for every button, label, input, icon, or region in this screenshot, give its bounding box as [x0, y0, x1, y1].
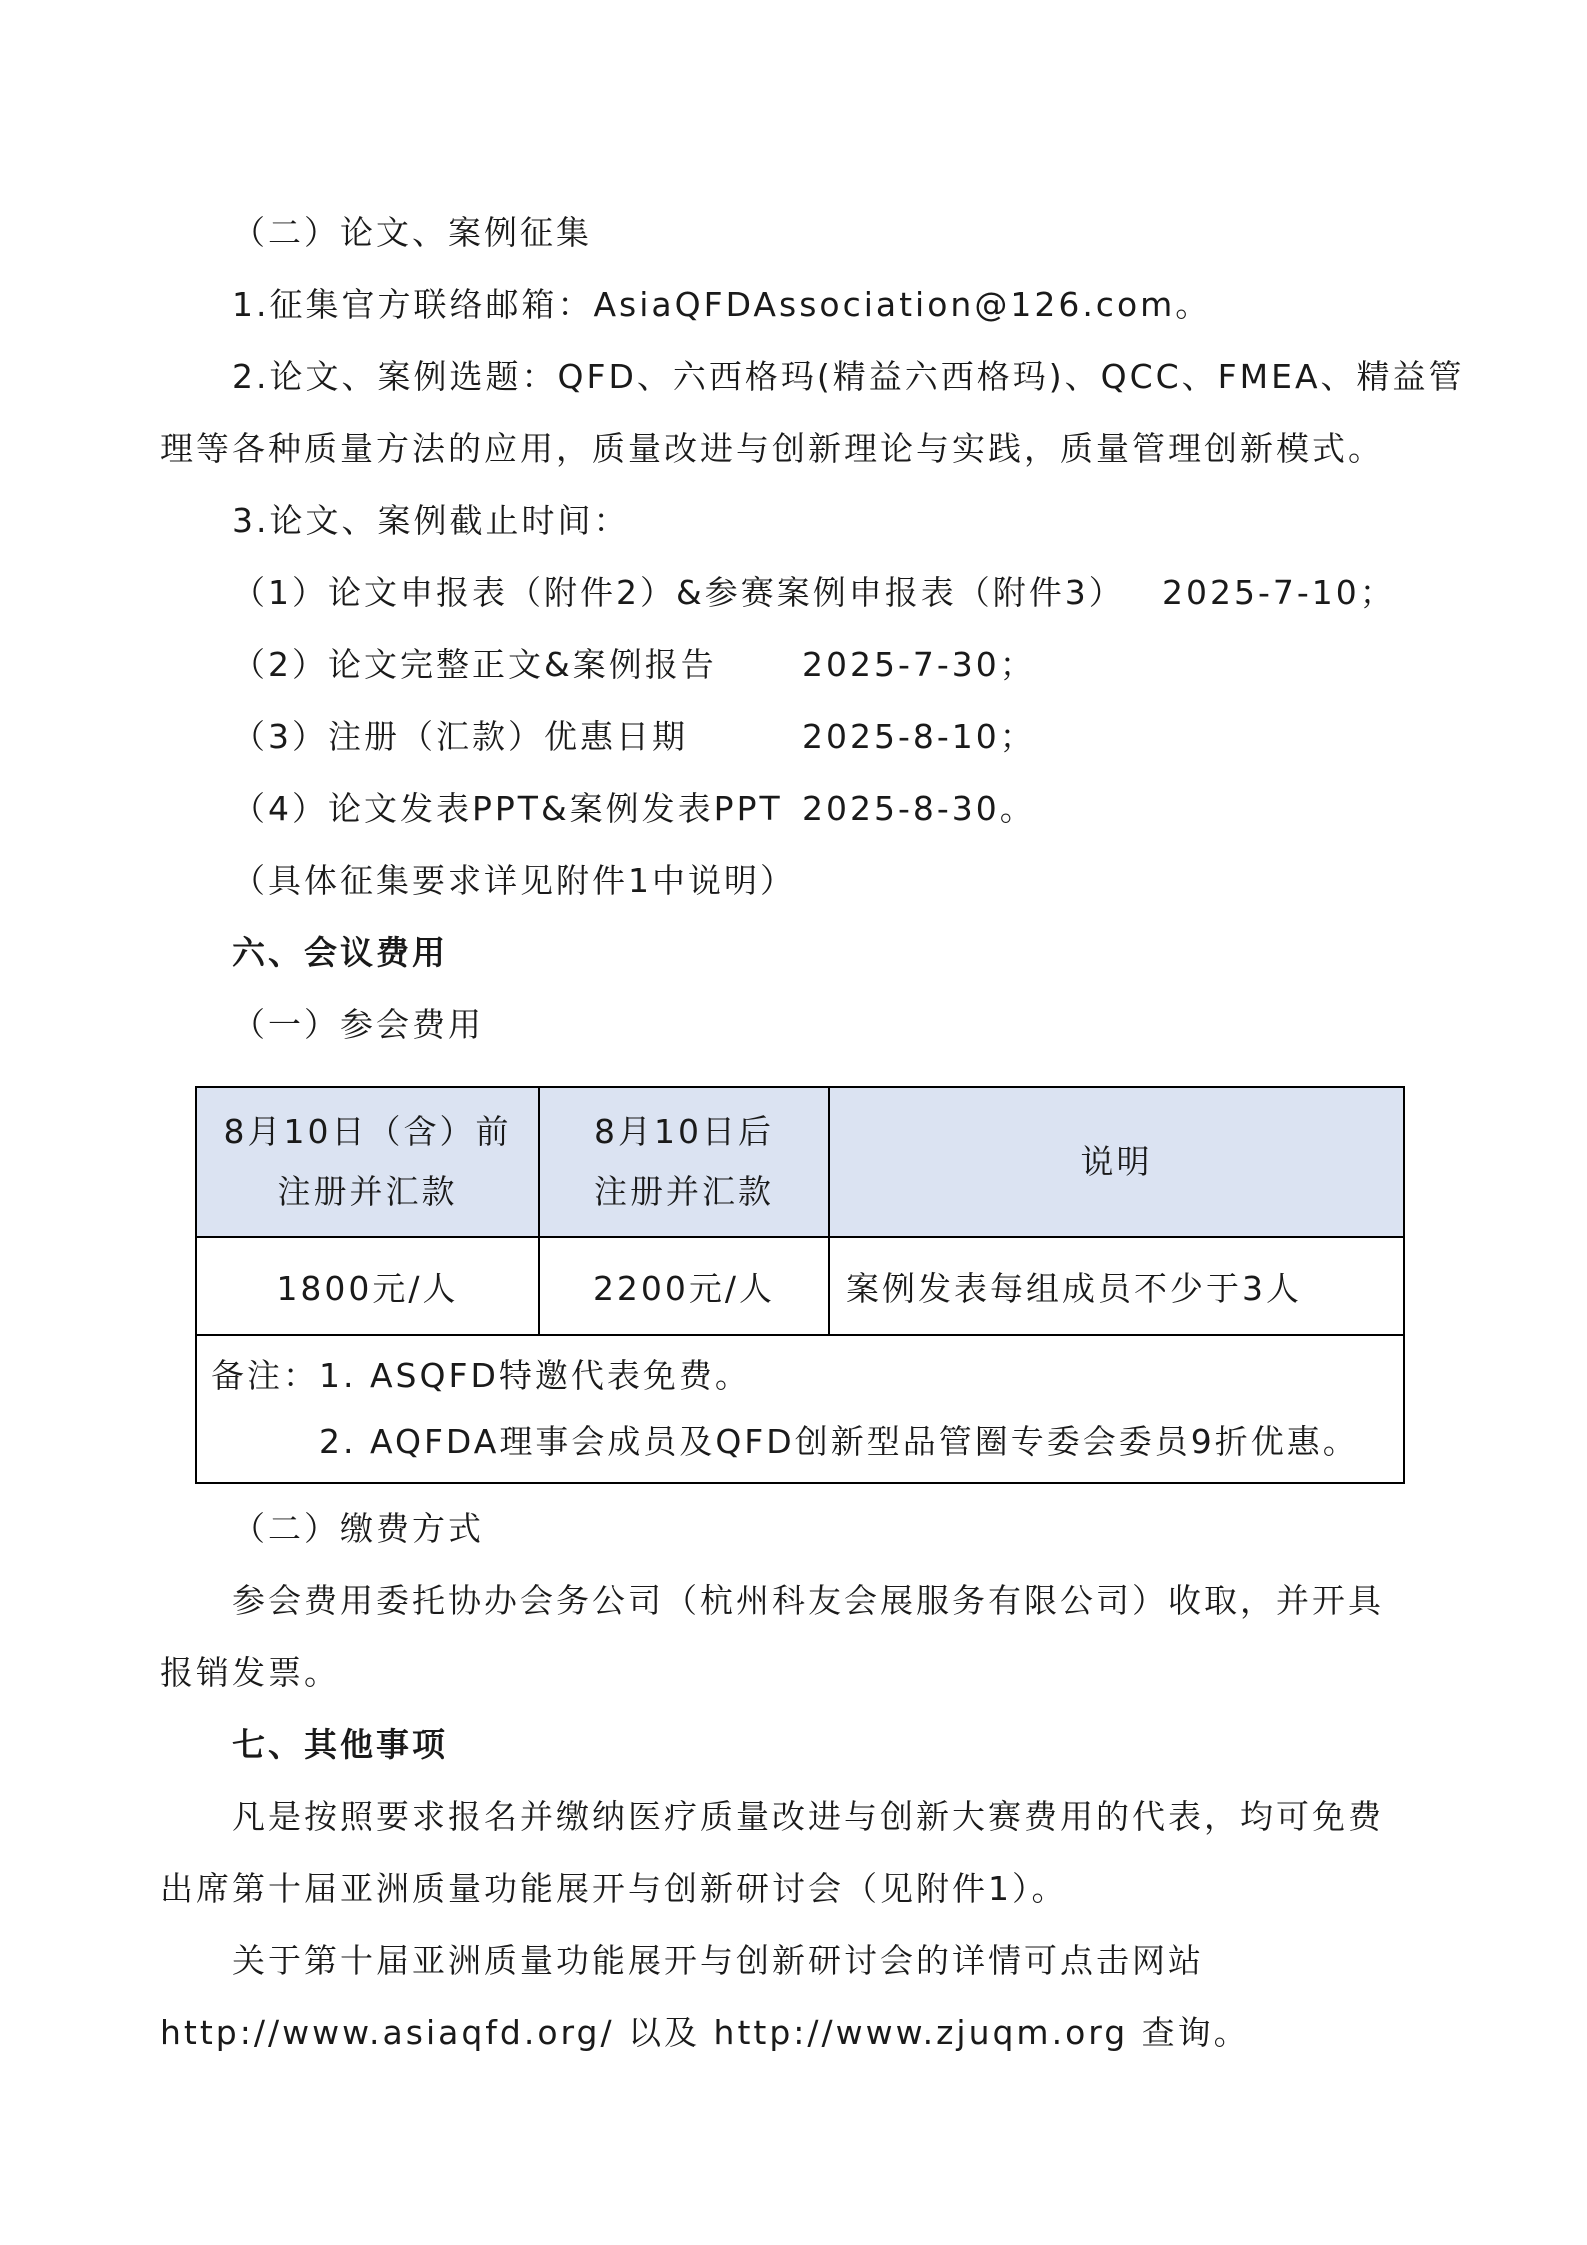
header-early-line1: 8月10日（含）前: [223, 1112, 512, 1151]
payment-heading: （二）缴费方式: [232, 1509, 484, 1548]
fee-table-notes-row: [196, 1335, 1404, 1483]
papers-item-topics-line1: 2.论文、案例选题：QFD、六西格玛(精益六西格玛)、QCC、FMEA、精益管: [232, 357, 1465, 396]
other-para2-line2: http://www.asiaqfd.org/ 以及 http://www.zjuqm.org 查询。: [160, 2013, 1250, 2052]
fee-note-1: 备注：1. ASQFD特邀代表免费。: [211, 1356, 751, 1395]
deadline-date: 2025-7-30；: [802, 645, 1036, 684]
fee-table: [195, 1086, 1405, 1484]
other-para2-line1: 关于第十届亚洲质量功能展开与创新研讨会的详情可点击网站: [232, 1941, 1204, 1980]
fee-table-header-desc: 说明: [829, 1087, 1404, 1237]
fee-early-price: 1800元/人: [196, 1237, 539, 1335]
papers-item-email: 1.征集官方联络邮箱：AsiaQFDAssociation@126.com。: [232, 285, 1212, 324]
fee-table-header-row: [196, 1087, 1404, 1237]
fee-table-header-late: [539, 1087, 829, 1237]
deadline-label: （1）论文申报表（附件2）&参赛案例申报表（附件3）: [232, 573, 1125, 612]
fee-table-header-early: [196, 1087, 539, 1237]
deadline-item-3: [232, 715, 1036, 759]
fee-late-price: 2200元/人: [539, 1237, 829, 1335]
header-late-line2: 注册并汇款: [594, 1172, 774, 1211]
other-para1-line1: 凡是按照要求报名并缴纳医疗质量改进与创新大赛费用的代表，均可免费: [232, 1797, 1384, 1836]
payment-line2: 报销发票。: [160, 1653, 340, 1692]
deadline-item-1: [232, 571, 1396, 615]
other-heading: 七、其他事项: [232, 1725, 448, 1764]
fee-note-2: 2. AQFDA理事会成员及QFD创新型品管圈专委会委员9折优惠。: [319, 1422, 1359, 1461]
other-para1-line2: 出席第十届亚洲质量功能展开与创新研讨会（见附件1）。: [160, 1869, 1068, 1908]
papers-heading: （二）论文、案例征集: [232, 213, 592, 252]
deadline-item-4: [232, 787, 1036, 831]
fee-description: 案例发表每组成员不少于3人: [829, 1237, 1404, 1335]
deadline-label: （2）论文完整正文&案例报告: [232, 645, 717, 684]
header-late-line1: 8月10日后: [594, 1112, 774, 1151]
fee-table-row: [196, 1237, 1404, 1335]
header-early-line2: 注册并汇款: [277, 1172, 458, 1211]
deadline-date: 2025-8-10；: [802, 717, 1036, 756]
fee-table-notes: [196, 1335, 1404, 1483]
deadline-date: 2025-7-10；: [1162, 573, 1396, 612]
deadline-label: （4）论文发表PPT&案例发表PPT: [232, 789, 783, 828]
fees-heading: 六、会议费用: [232, 933, 448, 972]
deadline-label: （3）注册（汇款）优惠日期: [232, 717, 688, 756]
payment-line1: 参会费用委托协办会务公司（杭州科友会展服务有限公司）收取，并开具: [232, 1581, 1384, 1620]
deadline-date: 2025-8-30。: [802, 789, 1036, 828]
deadline-item-2: [232, 643, 1036, 687]
papers-item-deadline-title: 3.论文、案例截止时间：: [232, 501, 630, 540]
papers-note: （具体征集要求详见附件1中说明）: [232, 861, 796, 900]
fees-sub-heading: （一）参会费用: [232, 1005, 484, 1044]
papers-item-topics-line2: 理等各种质量方法的应用，质量改进与创新理论与实践，质量管理创新模式。: [160, 429, 1384, 468]
